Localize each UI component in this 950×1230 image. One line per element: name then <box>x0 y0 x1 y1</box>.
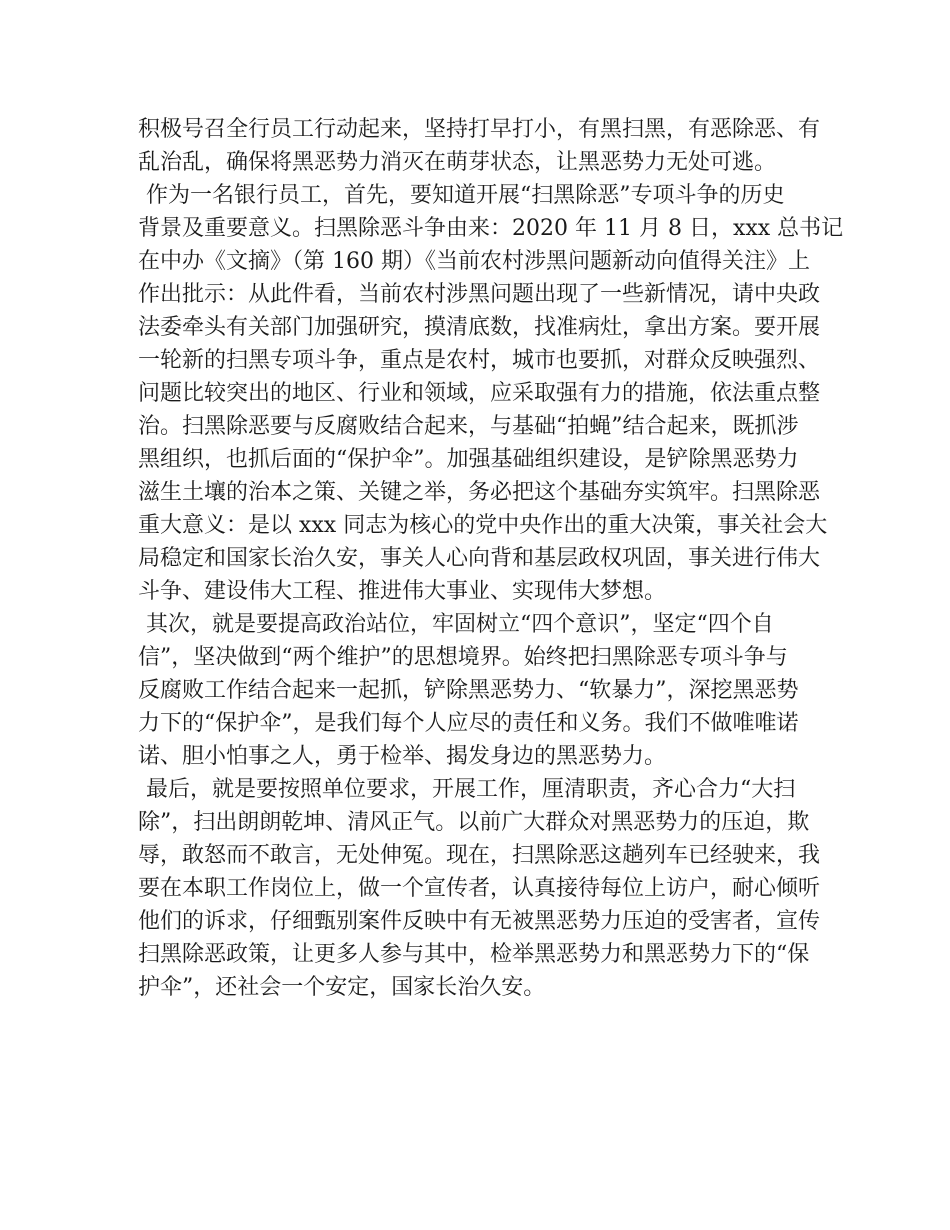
text-line: 辱，敢怒而不敢言，无处伸冤。现在，扫黑除恶这趟列车已经驶来，我 <box>138 843 821 868</box>
text-line: 扫黑除恶政策，让更多人参与其中，检举黑恶势力和黑恶势力下的“保 <box>138 942 810 967</box>
text-line: 在中办《文摘》（第 160 期）《当前农村涉黑问题新动向值得关注》上 <box>138 249 810 274</box>
text-line: 除”，扫出朗朗乾坤、清风正气。以前广大群众对黑恶势力的压迫，欺 <box>138 810 810 835</box>
paragraph-2 <box>138 179 844 608</box>
text-line: 作为一名银行员工，首先，要知道开展“扫黑除恶”专项斗争的历史 <box>146 183 785 208</box>
text-line: 反腐败工作结合起来一起抓，铲除黑恶势力、“软暴力”，深挖黑恶势 <box>138 678 799 703</box>
text-line: 一轮新的扫黑专项斗争，重点是农村，城市也要抓，对群众反映强烈、 <box>138 348 821 373</box>
text-line: 局稳定和国家长治久安，事关人心向背和基层政权巩固，事关进行伟大 <box>138 546 821 571</box>
text-line: 乱治乱，确保将黑恶势力消灭在萌芽状态，让黑恶势力无处可逃。 <box>138 150 777 175</box>
text-line: 信”，坚决做到“两个维护”的思想境界。始终把扫黑除恶专项斗争与 <box>138 645 788 670</box>
text-line: 护伞”，还社会一个安定，国家长治久安。 <box>138 975 546 1000</box>
paragraph-3 <box>138 608 816 773</box>
text-line: 积极号召全行员工行动起来，坚持打早打小，有黑扫黑，有恶除恶、有 <box>138 117 821 142</box>
paragraph-1 <box>138 113 821 179</box>
text-line: 滋生土壤的治本之策、关键之举，务必把这个基础夯实筑牢。扫黑除恶 <box>138 480 821 505</box>
text-line: 斗争、建设伟大工程、推进伟大事业、实现伟大梦想。 <box>138 579 667 604</box>
text-line: 黑组织，也抓后面的“保护伞”。加强基础组织建设，是铲除黑恶势力 <box>138 447 799 472</box>
text-line: 重大意义：是以 xxx 同志为核心的党中央作出的重大决策，事关社会大 <box>138 513 828 538</box>
text-line: 诺、胆小怕事之人，勇于检举、揭发身边的黑恶势力。 <box>138 744 667 769</box>
text-line: 要在本职工作岗位上，做一个宣传者，认真接待每位上访户，耐心倾听 <box>138 876 821 901</box>
text-line: 其次，就是要提高政治站位，牢固树立“四个意识”，坚定“四个自 <box>146 612 774 637</box>
text-line: 问题比较突出的地区、行业和领域，应采取强有力的措施，依法重点整 <box>138 381 821 406</box>
text-line: 背景及重要意义。扫黑除恶斗争由来：2020 年 11 月 8 日，xxx 总书记 <box>138 216 844 241</box>
text-line: 治。扫黑除恶要与反腐败结合起来，与基础“拍蝇”结合起来，既抓涉 <box>138 414 799 439</box>
text-line: 他们的诉求，仔细甄别案件反映中有无被黑恶势力压迫的受害者，宣传 <box>138 909 821 934</box>
text-line: 力下的“保护伞”，是我们每个人应尽的责任和义务。我们不做唯唯诺 <box>138 711 799 736</box>
paragraph-4 <box>138 773 821 1004</box>
text-line: 作出批示：从此件看，当前农村涉黑问题出现了一些新情况，请中央政 <box>138 282 821 307</box>
document-body <box>138 113 844 1004</box>
text-line: 最后，就是要按照单位要求，开展工作，厘清职责，齐心合力“大扫 <box>146 777 796 802</box>
text-line: 法委牵头有关部门加强研究，摸清底数，找准病灶，拿出方案。要开展 <box>138 315 821 340</box>
